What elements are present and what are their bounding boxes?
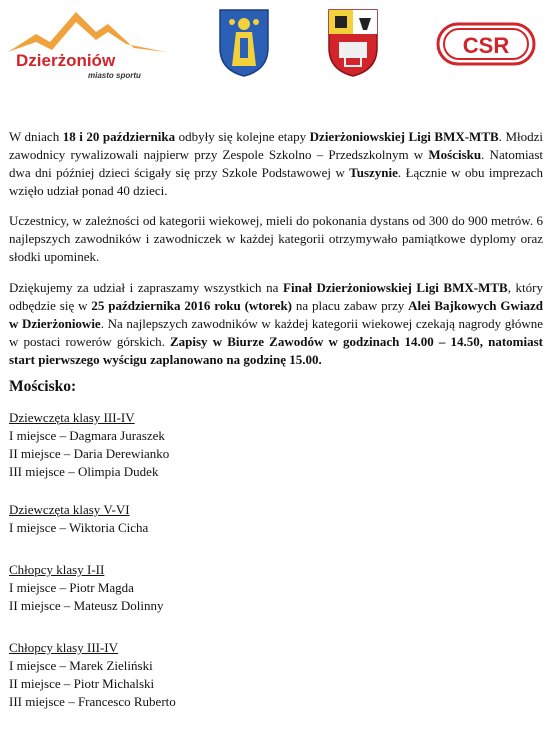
text: Dziękujemy za udział i zapraszamy wszystkich na [9,280,284,295]
final-location-bold: Alei Bajkowych Gwiazd w Dzierżoniowie [9,298,543,331]
results-group [9,409,543,481]
location-bold: Mościsku [428,147,482,162]
text: . Młodzi zawodnicy rywalizowali najpierw przy Zespole Szkolno – Przedszkolnym w [9,129,543,162]
text: . Na najlepszych zawodników w każdej kategorii wiekowej czekają nagrody główne w postaci rowerów górskich. [9,316,543,349]
coat-of-arms-red [327,8,379,78]
registration-bold: Zapisy w Biurze Zawodów w godzinach 14.00 – 14.50, natomiast start pierwszego wyścigu zaplanowano na godzinę 15.00. [9,334,544,367]
section-title: Mościsko: [9,378,77,395]
results-group [9,639,543,711]
text: . Łącznie w obu imprezach wzięło udział ponad 40 dzieci. [9,165,543,198]
result-entry: I miejsce – Marek Zieliński [9,658,153,673]
svg-text:CSR: CSR [462,33,510,58]
group-title: Dziewczęta klasy V-VI [9,502,130,517]
final-date-bold: 25 października 2016 roku (wtorek) [91,298,292,313]
group-title: Chłopcy klasy I-II [9,562,105,577]
csr-logo [436,20,536,68]
svg-text:Dzierżoniów: Dzierżoniów [16,51,116,70]
paragraph-results-intro [9,128,543,200]
results-group [9,501,543,537]
result-entry: I miejsce – Wiktoria Cicha [9,520,149,535]
text: , który odbędzie się w [9,280,543,313]
league-name-bold: Dzierżoniowskiej Ligi BMX-MTB [309,129,499,144]
text: na placu zabaw przy [292,298,409,313]
results-group [9,561,543,615]
group-title: Chłopcy klasy III-IV [9,640,119,655]
date-bold: 18 i 20 października [62,129,176,144]
result-entry: I miejsce – Piotr Magda [9,580,134,595]
coat-of-arms-blue [218,8,270,78]
text: W dniach [9,129,63,144]
final-name-bold: Finał Dzierżoniowskiej Ligi BMX-MTB [283,280,508,295]
result-entry: I miejsce – Dagmara Juraszek [9,428,165,443]
result-entry: II miejsce – Mateusz Dolinny [9,598,164,613]
paragraph-final-invitation [9,279,543,369]
result-entry: II miejsce – Piotr Michalski [9,676,155,691]
dzierzoniow-logo [6,4,170,84]
text: odbyły się kolejne etapy [175,129,310,144]
logo-bar [0,0,550,90]
paragraph-participants: Uczestnicy, w zależności od kategorii wiekowej, mieli do pokonania dystans od 300 do 900 metrów. 6 najlepszych zawodników i zawodniczek w każdej kategorii otrzymywało pamiątkowe dyplomy oraz słodki upominek. [9,213,543,264]
result-entry: III miejsce – Olimpia Dudek [9,464,159,479]
location-bold: Tuszynie [349,165,398,180]
group-title: Dziewczęta klasy III-IV [9,410,135,425]
document-body [9,128,543,711]
result-entry: III miejsce – Francesco Ruberto [9,694,176,709]
svg-text:miasto sportu: miasto sportu [88,71,141,80]
text: . Natomiast dwa dni później dzieci ścigały się przy Szkole Podstawowej w [9,147,543,180]
result-entry: II miejsce – Daria Derewianko [9,446,170,461]
